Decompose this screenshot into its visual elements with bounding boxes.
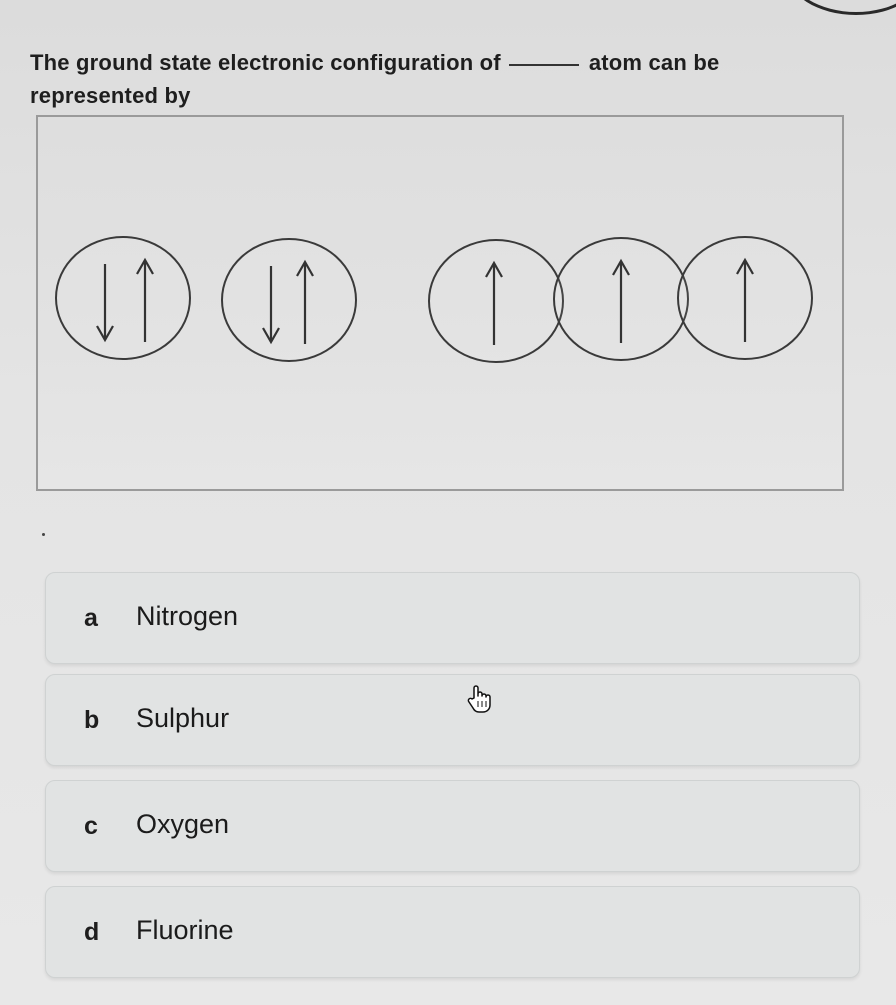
option-d-button[interactable] bbox=[45, 886, 860, 978]
orbital-1 bbox=[55, 236, 191, 360]
electron-up-arrow-icon bbox=[137, 260, 153, 342]
electron-down-arrow-icon bbox=[263, 266, 279, 342]
electron-up-arrow-icon bbox=[737, 260, 753, 342]
option-letter: c bbox=[84, 812, 98, 840]
option-label: Fluorine bbox=[136, 915, 234, 945]
question-text-before: The ground state electronic configuration of bbox=[30, 50, 501, 75]
orbital-2 bbox=[221, 238, 357, 362]
option-b-button[interactable] bbox=[45, 674, 860, 766]
question-text-after: atom can be represented by bbox=[30, 50, 720, 108]
option-label: Oxygen bbox=[136, 809, 230, 839]
option-label: Nitrogen bbox=[136, 601, 239, 631]
option-letter: b bbox=[84, 706, 100, 734]
corner-decoration bbox=[786, 0, 896, 15]
option-c-button[interactable] bbox=[45, 780, 860, 872]
electron-up-arrow-icon bbox=[486, 263, 502, 345]
orbital-3 bbox=[428, 239, 564, 363]
hand-pointer-icon bbox=[466, 684, 492, 714]
option-letter: d bbox=[84, 918, 100, 946]
electron-up-arrow-icon bbox=[613, 261, 629, 343]
orbital-4 bbox=[553, 237, 689, 361]
electron-up-arrow-icon bbox=[297, 262, 313, 344]
option-label: Sulphur bbox=[136, 703, 230, 733]
option-a-button[interactable] bbox=[45, 572, 860, 664]
question-text bbox=[30, 46, 790, 112]
orbital-diagram bbox=[55, 236, 815, 366]
orbital-5 bbox=[677, 236, 813, 360]
stray-dot bbox=[42, 533, 45, 536]
electron-down-arrow-icon bbox=[97, 264, 113, 340]
answer-blank bbox=[509, 64, 579, 66]
option-letter: a bbox=[84, 604, 98, 632]
